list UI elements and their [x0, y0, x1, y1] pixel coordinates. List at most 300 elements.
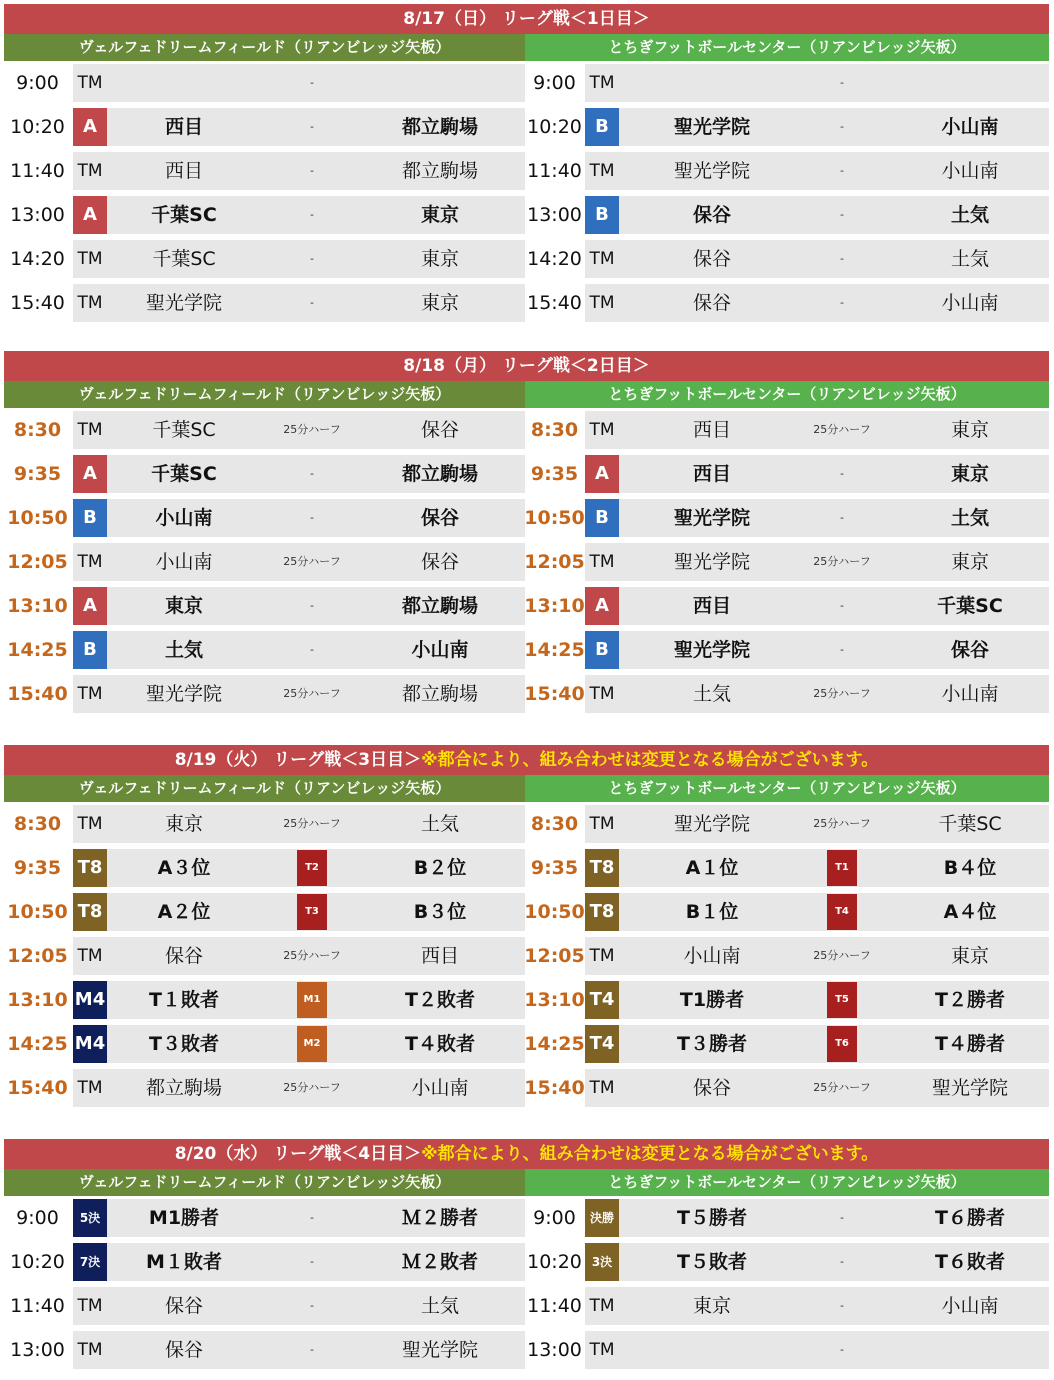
match-row [525, 1240, 1049, 1284]
training-match-label: TM [589, 1078, 615, 1098]
match-separator: - [310, 1255, 314, 1268]
kickoff-time: 13:10 [524, 595, 585, 617]
kickoff-time: 14:25 [7, 639, 68, 661]
match-separator: - [840, 467, 844, 480]
match-separator [272, 890, 352, 934]
kickoff-time: 9:00 [16, 1207, 59, 1229]
match-separator: - [840, 599, 844, 612]
kickoff-time: 10:20 [527, 1251, 582, 1273]
match-row [4, 1022, 525, 1066]
match-separator: - [310, 1343, 314, 1356]
home-team: 聖光学院 [673, 551, 750, 573]
home-team: 都立駒場 [145, 1077, 222, 1099]
schedule-change-note: ※都合により、組み合わせは変更となる場合がございます。 [421, 1144, 879, 1164]
kickoff-time: 12:05 [7, 551, 68, 573]
match-separator: 25分ハーフ [813, 817, 871, 830]
kickoff-time: 9:35 [13, 463, 62, 485]
match-row [4, 149, 525, 193]
match-row [525, 237, 1049, 281]
away-team: B４位 [943, 857, 997, 879]
away-team: 東京 [420, 248, 459, 270]
field-header: ヴェルフェドリームフィールド（リアンビレッジ矢板） [4, 34, 525, 61]
day-title-text: 8/17（日） リーグ戦＜1日目＞ [403, 9, 650, 29]
group-badge: A [73, 455, 107, 493]
away-team: T２勝者 [935, 989, 1005, 1011]
home-team: 西目 [164, 160, 203, 182]
group-badge: 5決 [73, 1199, 107, 1237]
match-row [525, 890, 1049, 934]
match-separator: - [310, 164, 314, 177]
kickoff-time: 8:30 [530, 813, 579, 835]
match-row [525, 978, 1049, 1022]
field-header: とちぎフットボールセンター（リアンビレッジ矢板） [525, 775, 1049, 802]
training-match-label: TM [589, 73, 615, 93]
match-separator: - [840, 164, 844, 177]
kickoff-time: 10:20 [10, 116, 65, 138]
match-separator: - [310, 467, 314, 480]
match-separator [802, 978, 882, 1022]
group-badge: B [585, 196, 619, 234]
home-team: T５勝者 [677, 1207, 747, 1229]
schedule-change-note: ※都合により、組み合わせは変更となる場合がございます。 [421, 750, 879, 770]
match-separator: - [840, 1211, 844, 1224]
home-team: T３勝者 [677, 1033, 747, 1055]
match-row [4, 1196, 525, 1240]
away-team: 都立駒場 [401, 116, 478, 138]
home-team: T５敗者 [677, 1251, 747, 1273]
home-team: 小山南 [683, 945, 741, 967]
away-team: Ｍ２敗者 [401, 1251, 478, 1273]
match-row [525, 1284, 1049, 1328]
match-row [4, 890, 525, 934]
home-team: T1勝者 [679, 989, 745, 1011]
match-row [525, 193, 1049, 237]
match-row [4, 540, 525, 584]
match-separator: - [310, 1211, 314, 1224]
field-verfe-dream [4, 381, 525, 716]
kickoff-time: 10:50 [524, 507, 585, 529]
match-row [525, 846, 1049, 890]
match-separator: 25分ハーフ [283, 423, 341, 436]
match-row [4, 802, 525, 846]
home-team: 西目 [164, 116, 203, 138]
match-row [4, 846, 525, 890]
match-row [4, 61, 525, 105]
match-separator: - [310, 599, 314, 612]
group-badge: M4 [73, 1025, 107, 1063]
home-team: 東京 [164, 595, 203, 617]
away-team: T４敗者 [405, 1033, 475, 1055]
match-row [525, 672, 1049, 716]
match-row [525, 61, 1049, 105]
away-team: 都立駒場 [401, 683, 478, 705]
training-match-label: TM [589, 293, 615, 313]
training-match-label: TM [77, 946, 103, 966]
match-separator: 25分ハーフ [813, 423, 871, 436]
match-number-badge: M2 [297, 1026, 327, 1062]
kickoff-time: 9:00 [533, 1207, 576, 1229]
match-number-badge: T1 [827, 850, 857, 886]
kickoff-time: 15:40 [7, 1077, 68, 1099]
kickoff-time: 8:30 [13, 419, 62, 441]
match-row [4, 281, 525, 325]
match-row [525, 149, 1049, 193]
day-title-text: 8/20（水） リーグ戦＜4日目＞ [174, 1144, 422, 1164]
match-row [525, 802, 1049, 846]
day-section [4, 4, 1049, 325]
home-team [104, 61, 264, 105]
match-separator: 25分ハーフ [283, 817, 341, 830]
match-separator: 25分ハーフ [813, 555, 871, 568]
home-team: 西目 [692, 419, 731, 441]
home-team: 東京 [164, 813, 203, 835]
away-team: T６勝者 [935, 1207, 1005, 1229]
match-row [525, 408, 1049, 452]
kickoff-time: 15:40 [7, 683, 68, 705]
match-row [525, 281, 1049, 325]
away-team: 東京 [420, 204, 459, 226]
away-team [360, 61, 520, 105]
match-row [4, 1284, 525, 1328]
kickoff-time: 12:05 [524, 551, 585, 573]
match-separator: - [310, 643, 314, 656]
match-number-badge: T5 [827, 982, 857, 1018]
group-badge: 7決 [73, 1243, 107, 1281]
match-separator: - [840, 511, 844, 524]
group-badge: A [73, 196, 107, 234]
away-team: 東京 [950, 419, 989, 441]
home-team: 東京 [692, 1295, 731, 1317]
kickoff-time: 13:00 [10, 204, 65, 226]
field-header: とちぎフットボールセンター（リアンビレッジ矢板） [525, 34, 1049, 61]
group-badge: T4 [585, 1025, 619, 1063]
away-team: 保谷 [420, 419, 459, 441]
training-match-label: TM [589, 1340, 615, 1360]
kickoff-time: 8:30 [13, 813, 62, 835]
kickoff-time: 10:20 [10, 1251, 65, 1273]
kickoff-time: 13:10 [7, 989, 68, 1011]
away-team: 保谷 [950, 639, 989, 661]
match-row [525, 452, 1049, 496]
training-match-label: TM [589, 552, 615, 572]
home-team: 千葉SC [152, 419, 216, 441]
home-team: 保谷 [164, 1339, 203, 1361]
match-row [525, 1328, 1049, 1372]
away-team: 保谷 [420, 551, 459, 573]
home-team: 保谷 [164, 945, 203, 967]
away-team: 東京 [420, 292, 459, 314]
training-match-label: TM [77, 420, 103, 440]
training-match-label: TM [589, 420, 615, 440]
group-badge: B [585, 108, 619, 146]
away-team: T４勝者 [935, 1033, 1005, 1055]
training-match-label: TM [589, 161, 615, 181]
match-row [525, 1066, 1049, 1110]
match-row [525, 105, 1049, 149]
kickoff-time: 10:20 [527, 116, 582, 138]
home-team: B１位 [685, 901, 739, 923]
field-header: ヴェルフェドリームフィールド（リアンビレッジ矢板） [4, 775, 525, 802]
kickoff-time: 12:05 [7, 945, 68, 967]
match-row [525, 496, 1049, 540]
field-tochigi-football-center [525, 775, 1049, 1110]
match-number-badge: T2 [297, 850, 327, 886]
day-title [4, 745, 1049, 775]
home-team: 西目 [692, 595, 731, 617]
home-team: 西目 [692, 463, 731, 485]
home-team: 土気 [692, 683, 731, 705]
away-team: 小山南 [411, 1077, 469, 1099]
match-separator: - [840, 1255, 844, 1268]
home-team [632, 61, 792, 105]
kickoff-time: 9:35 [530, 463, 579, 485]
match-row [4, 934, 525, 978]
home-team: 小山南 [155, 551, 213, 573]
group-badge: B [73, 499, 107, 537]
day-title [4, 1139, 1049, 1169]
day-title [4, 4, 1049, 34]
field-verfe-dream [4, 1169, 525, 1372]
match-separator: - [840, 1343, 844, 1356]
home-team: 保谷 [692, 248, 731, 270]
kickoff-time: 8:30 [530, 419, 579, 441]
match-row [4, 105, 525, 149]
match-separator [272, 1022, 352, 1066]
home-team: 小山南 [155, 507, 213, 529]
training-match-label: TM [589, 249, 615, 269]
match-separator: - [840, 1299, 844, 1312]
kickoff-time: 11:40 [10, 160, 65, 182]
field-verfe-dream [4, 34, 525, 325]
field-tochigi-football-center [525, 1169, 1049, 1372]
kickoff-time: 13:10 [7, 595, 68, 617]
away-team: 都立駒場 [401, 595, 478, 617]
kickoff-time: 14:20 [527, 248, 582, 270]
group-badge: B [73, 631, 107, 669]
match-row [525, 1196, 1049, 1240]
kickoff-time: 13:00 [10, 1339, 65, 1361]
away-team: T２敗者 [405, 989, 475, 1011]
home-team [632, 1328, 792, 1372]
kickoff-time: 14:25 [524, 639, 585, 661]
away-team: 小山南 [941, 683, 999, 705]
group-badge: 3決 [585, 1243, 619, 1281]
day-title [4, 351, 1049, 381]
kickoff-time: 14:25 [524, 1033, 585, 1055]
kickoff-time: 9:00 [16, 72, 59, 94]
training-match-label: TM [77, 293, 103, 313]
match-separator: - [840, 296, 844, 309]
group-badge: A [73, 587, 107, 625]
home-team: 保谷 [692, 292, 731, 314]
away-team: 東京 [950, 945, 989, 967]
match-row [4, 628, 525, 672]
kickoff-time: 13:10 [524, 989, 585, 1011]
training-match-label: TM [77, 249, 103, 269]
match-number-badge: T6 [827, 1026, 857, 1062]
training-match-label: TM [77, 684, 103, 704]
match-separator: 25分ハーフ [813, 949, 871, 962]
day-title-text: 8/19（火） リーグ戦＜3日目＞ [174, 750, 422, 770]
match-separator: - [310, 208, 314, 221]
match-row [4, 193, 525, 237]
day-section [4, 745, 1049, 1110]
match-number-badge: T3 [297, 894, 327, 930]
away-team: 土気 [420, 1295, 459, 1317]
field-tochigi-football-center [525, 34, 1049, 325]
training-match-label: TM [77, 73, 103, 93]
kickoff-time: 14:25 [7, 1033, 68, 1055]
away-team: 聖光学院 [931, 1077, 1008, 1099]
field-header: ヴェルフェドリームフィールド（リアンビレッジ矢板） [4, 381, 525, 408]
field-header: とちぎフットボールセンター（リアンビレッジ矢板） [525, 1169, 1049, 1196]
match-separator [802, 890, 882, 934]
match-separator: - [840, 76, 844, 89]
home-team: 千葉SC [152, 248, 216, 270]
training-match-label: TM [589, 814, 615, 834]
match-separator: - [840, 120, 844, 133]
field-header: とちぎフットボールセンター（リアンビレッジ矢板） [525, 381, 1049, 408]
kickoff-time: 11:40 [10, 1295, 65, 1317]
home-team: A１位 [685, 857, 739, 879]
match-separator [802, 1022, 882, 1066]
match-separator: 25分ハーフ [283, 1081, 341, 1094]
away-team: Ｍ２勝者 [401, 1207, 478, 1229]
home-team: 保谷 [692, 204, 731, 226]
training-match-label: TM [589, 946, 615, 966]
home-team: 保谷 [164, 1295, 203, 1317]
day-section [4, 1139, 1049, 1372]
training-match-label: TM [77, 1078, 103, 1098]
home-team: T３敗者 [149, 1033, 219, 1055]
match-separator: - [310, 511, 314, 524]
away-team: 千葉SC [938, 813, 1002, 835]
group-badge: A [585, 587, 619, 625]
match-separator: 25分ハーフ [813, 687, 871, 700]
training-match-label: TM [589, 1296, 615, 1316]
away-team: 保谷 [420, 507, 459, 529]
match-separator: - [310, 252, 314, 265]
match-row [525, 934, 1049, 978]
match-separator: - [310, 1299, 314, 1312]
kickoff-time: 12:05 [524, 945, 585, 967]
home-team: T１敗者 [149, 989, 219, 1011]
match-row [525, 628, 1049, 672]
kickoff-time: 15:40 [524, 1077, 585, 1099]
kickoff-time: 13:00 [527, 1339, 582, 1361]
away-team: 東京 [950, 551, 989, 573]
day-section [4, 351, 1049, 716]
training-match-label: TM [77, 1340, 103, 1360]
group-badge: T8 [585, 893, 619, 931]
group-badge: B [585, 499, 619, 537]
away-team: 土気 [950, 248, 989, 270]
home-team: 聖光学院 [145, 683, 222, 705]
match-row [4, 1066, 525, 1110]
home-team: 千葉SC [151, 204, 217, 226]
kickoff-time: 10:50 [7, 901, 68, 923]
group-badge: T8 [73, 893, 107, 931]
kickoff-time: 13:00 [527, 204, 582, 226]
match-separator: 25分ハーフ [813, 1081, 871, 1094]
match-row [4, 496, 525, 540]
away-team: 聖光学院 [401, 1339, 478, 1361]
kickoff-time: 11:40 [527, 1295, 582, 1317]
training-match-label: TM [77, 1296, 103, 1316]
home-team: 聖光学院 [673, 116, 750, 138]
match-separator: - [840, 208, 844, 221]
away-team: 都立駒場 [401, 160, 478, 182]
kickoff-time: 15:40 [524, 683, 585, 705]
match-row [4, 237, 525, 281]
match-row [4, 408, 525, 452]
match-row [525, 1022, 1049, 1066]
kickoff-time: 15:40 [527, 292, 582, 314]
away-team: 土気 [420, 813, 459, 835]
group-badge: A [73, 108, 107, 146]
away-team: T６敗者 [935, 1251, 1005, 1273]
match-row [4, 1328, 525, 1372]
home-team: 千葉SC [151, 463, 217, 485]
home-team: M1勝者 [148, 1207, 220, 1229]
training-match-label: TM [77, 161, 103, 181]
field-verfe-dream [4, 775, 525, 1110]
match-separator: - [840, 252, 844, 265]
fields-row [4, 775, 1049, 1110]
kickoff-time: 11:40 [527, 160, 582, 182]
away-team: 土気 [950, 204, 989, 226]
match-row [4, 672, 525, 716]
kickoff-time: 9:00 [533, 72, 576, 94]
away-team: 千葉SC [937, 595, 1003, 617]
training-match-label: TM [589, 684, 615, 704]
group-badge: M4 [73, 981, 107, 1019]
home-team: A２位 [157, 901, 211, 923]
away-team: 小山南 [411, 639, 469, 661]
match-separator: - [310, 296, 314, 309]
kickoff-time: 10:50 [524, 901, 585, 923]
training-match-label: TM [77, 552, 103, 572]
kickoff-time: 9:35 [13, 857, 62, 879]
match-separator: 25分ハーフ [283, 687, 341, 700]
match-separator [272, 846, 352, 890]
home-team: 聖光学院 [673, 160, 750, 182]
away-team: 小山南 [941, 160, 999, 182]
away-team: 西目 [420, 945, 459, 967]
kickoff-time: 9:35 [530, 857, 579, 879]
match-separator: - [310, 120, 314, 133]
group-badge: T8 [585, 849, 619, 887]
away-team: B２位 [413, 857, 467, 879]
group-badge: T4 [585, 981, 619, 1019]
home-team: 聖光学院 [673, 639, 750, 661]
match-row [4, 1240, 525, 1284]
away-team: B３位 [413, 901, 467, 923]
kickoff-time: 10:50 [7, 507, 68, 529]
match-row [525, 584, 1049, 628]
away-team: 東京 [950, 463, 989, 485]
home-team: 保谷 [692, 1077, 731, 1099]
match-separator: 25分ハーフ [283, 949, 341, 962]
home-team: 土気 [164, 639, 203, 661]
field-tochigi-football-center [525, 381, 1049, 716]
away-team: 土気 [950, 507, 989, 529]
training-match-label: TM [77, 814, 103, 834]
home-team: 聖光学院 [673, 813, 750, 835]
fields-row [4, 381, 1049, 716]
match-separator [272, 978, 352, 1022]
home-team: 聖光学院 [673, 507, 750, 529]
